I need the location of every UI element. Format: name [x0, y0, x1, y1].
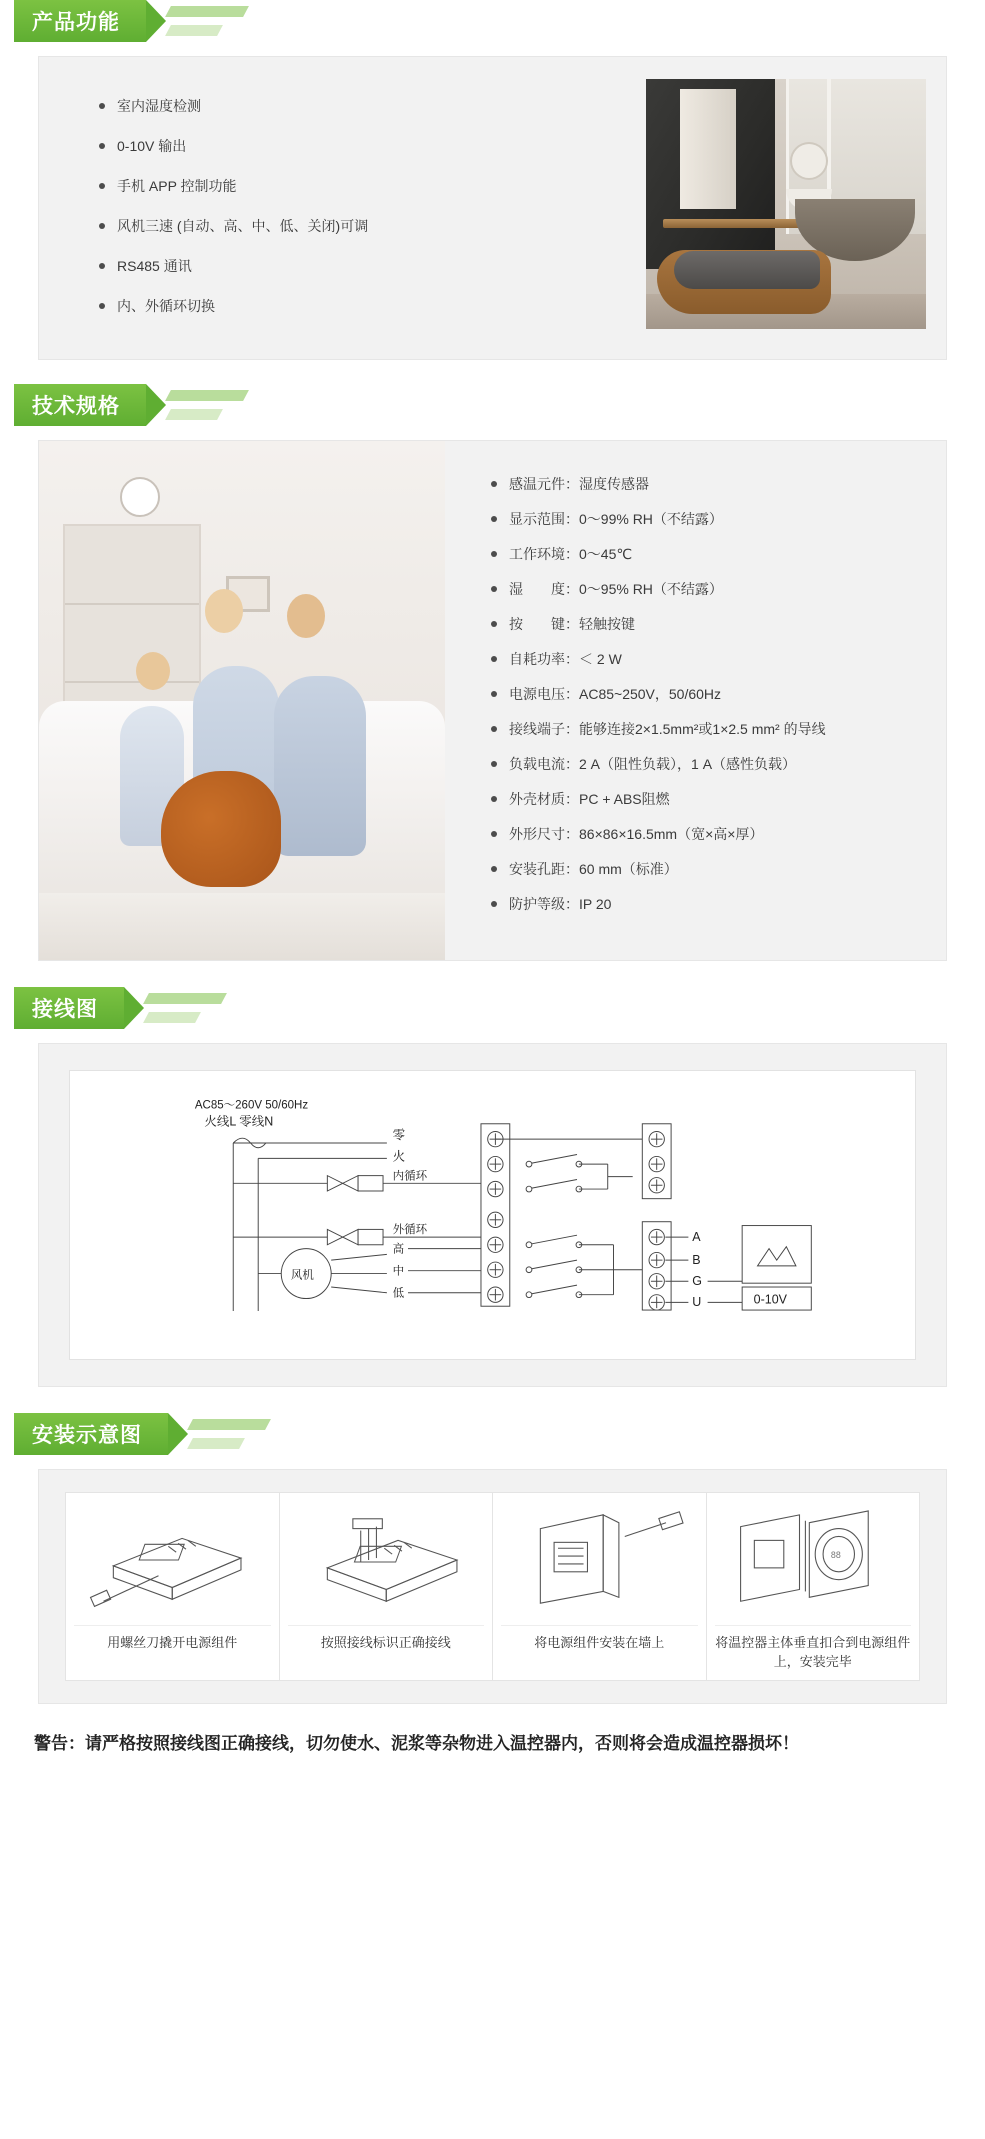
decoration-bar-secondary — [143, 1012, 201, 1023]
decoration-bar-primary — [165, 390, 249, 401]
decoration-bar-secondary — [165, 409, 223, 420]
wiring-label-l: 火 — [392, 1149, 406, 1164]
install-step-caption: 将温控器主体垂直扣合到电源组件上，安装完毕 — [715, 1625, 912, 1670]
install-step-1-illustration — [74, 1507, 271, 1615]
decoration-bar-primary — [187, 1419, 271, 1430]
list-item: 防护等级：IP 20 — [491, 895, 928, 913]
section-title-wiring: 接线图 — [14, 987, 124, 1029]
list-item: 按 键：轻触按键 — [491, 615, 928, 633]
wiring-label-a: A — [692, 1229, 701, 1244]
section-header-install — [14, 1413, 985, 1455]
section-header-decoration — [190, 1413, 985, 1455]
list-item: 自耗功率：＜ 2 W — [491, 650, 928, 668]
features-bathroom-image — [646, 79, 926, 329]
list-item: 负载电流：2 A（阻性负载），1 A（感性负载） — [491, 755, 928, 773]
wiring-label-mid: 中 — [392, 1265, 405, 1278]
wiring-diagram — [69, 1070, 916, 1360]
decoration-bar-secondary — [165, 25, 223, 36]
install-step-2-illustration — [288, 1507, 485, 1615]
section-header-specs — [14, 384, 985, 426]
list-item: 显示范围：0～99% RH（不结露） — [491, 510, 928, 528]
install-step-4-illustration — [715, 1507, 912, 1615]
wiring-label-inner-loop: 内循环 — [392, 1170, 428, 1183]
install-step — [280, 1493, 494, 1680]
install-step-caption: 按照接线标识正确接线 — [288, 1625, 485, 1651]
specs-panel — [38, 440, 947, 961]
install-panel — [38, 1469, 947, 1704]
section-header-decoration — [168, 0, 985, 42]
features-list — [59, 79, 646, 337]
section-title-specs: 技术规格 — [14, 384, 146, 426]
list-item: 安装孔距：60 mm（标准） — [491, 860, 928, 878]
decoration-bar-primary — [165, 6, 249, 17]
install-step-caption: 将电源组件安装在墙上 — [501, 1625, 698, 1651]
decoration-bar-secondary — [187, 1438, 245, 1449]
list-item: 内、外循环切换 — [99, 297, 646, 315]
section-header-decoration — [168, 384, 985, 426]
wiring-label-output: 0-10V — [753, 1292, 787, 1307]
install-step — [66, 1493, 280, 1680]
section-title-features: 产品功能 — [14, 0, 146, 42]
list-item: 室内湿度检测 — [99, 97, 646, 115]
list-item: 外形尺寸：86×86×16.5mm（宽×高×厚） — [491, 825, 928, 843]
list-item: 电源电压：AC85~250V，50/60Hz — [491, 685, 928, 703]
specs-list — [445, 441, 946, 960]
list-item: 0-10V 输出 — [99, 137, 646, 155]
warning-text: 警告：请严格按照接线图正确接线，切勿使水、泥浆等杂物进入温控器内，否则将会造成温控器损坏！ — [34, 1734, 799, 1753]
wiring-label-b: B — [692, 1252, 701, 1267]
install-step-caption: 用螺丝刀撬开电源组件 — [74, 1625, 271, 1651]
install-step-3-illustration — [501, 1507, 698, 1615]
list-item: 感温元件：湿度传感器 — [491, 475, 928, 493]
list-item: 接线端子：能够连接2×1.5mm²或1×2.5 mm² 的导线 — [491, 720, 928, 738]
list-item: RS485 通讯 — [99, 257, 646, 275]
features-panel — [38, 56, 947, 360]
specs-family-image — [39, 441, 445, 960]
list-item: 湿 度：0～95% RH（不结露） — [491, 580, 928, 598]
list-item: 手机 APP 控制功能 — [99, 177, 646, 195]
wiring-label-n: 零 — [392, 1128, 406, 1143]
wiring-label-fan: 风机 — [290, 1269, 314, 1282]
install-step — [493, 1493, 707, 1680]
section-header-features — [14, 0, 985, 42]
section-title-install: 安装示意图 — [14, 1413, 168, 1455]
wiring-label-u: U — [692, 1295, 702, 1310]
wiring-panel — [38, 1043, 947, 1387]
section-header-decoration — [146, 987, 985, 1029]
decoration-bar-primary — [143, 993, 227, 1004]
wiring-label-outer-loop: 外循环 — [392, 1224, 428, 1237]
install-steps — [65, 1492, 920, 1681]
wiring-label-g: G — [692, 1274, 702, 1289]
wiring-label-low: 低 — [392, 1287, 405, 1300]
wiring-label-high: 高 — [392, 1243, 405, 1256]
wiring-supply-label-2: 火线L 零线N — [204, 1114, 274, 1129]
list-item: 风机三速 (自动、高、中、低、关闭)可调 — [99, 217, 646, 235]
section-header-wiring — [14, 987, 985, 1029]
list-item: 外壳材质：PC + ABS阻燃 — [491, 790, 928, 808]
svg-text:88: 88 — [830, 1550, 841, 1561]
wiring-supply-label-1: AC85～260V 50/60Hz — [194, 1099, 309, 1112]
list-item: 工作环境：0～45℃ — [491, 545, 928, 563]
install-step — [707, 1493, 920, 1680]
